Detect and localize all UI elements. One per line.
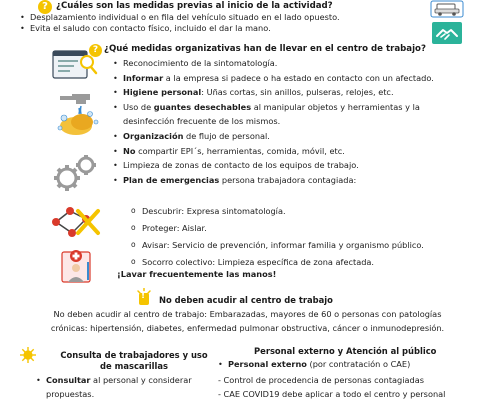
gears-icon [50, 152, 100, 194]
list-item: • Consultar al personal y considerar [36, 374, 192, 388]
consulta-list [36, 374, 192, 400]
sub-list-item: o Proteger: Aislar. [130, 220, 424, 237]
question-icon: ? [89, 44, 102, 57]
handshake-icon [432, 22, 462, 44]
list-item-continuation: desinfección frecuente de los mismos. [123, 116, 281, 127]
list-item: • No compartir EPI´s, herramientas, comida, móvil, etc. [113, 144, 434, 159]
network-cross-icon [48, 205, 102, 239]
list-item: • Personal externo (por contratación o CAE) [218, 358, 410, 372]
no-acudir-title: No deben acudir al centro de trabajo [159, 295, 333, 305]
externo-lines [218, 373, 445, 400]
externo-title: Personal externo y Atención al público [254, 346, 437, 356]
section-organizativas-title: ¿Qué medidas organizativas han de llevar en el centro de trabajo? [104, 44, 426, 54]
sun-bullet-icon [20, 347, 36, 363]
externo-line: - CAE COVID19 debe aplicar a todo el centro y personal [218, 389, 446, 399]
list-item: • Limpieza de zonas de contacto de los equipos de trabajo. [113, 158, 434, 173]
list-item: • Reconocimiento de la sintomatología. [113, 56, 434, 71]
list-item: • Organización de flujo de personal. [113, 129, 434, 144]
externo-list [218, 358, 410, 372]
no-acudir-line: No deben acudir al centro de trabajo: Embarazadas, mayores de 60 o personas con patologías [53, 309, 442, 319]
consulta-title-line: Consulta de trabajadores y uso [60, 350, 208, 360]
list-item: • Evita el saludo con contacto físico, incluido el dar la mano. [20, 23, 340, 34]
wash-hands-reminder: ¡Lavar frecuentemente las manos! [117, 269, 277, 279]
externo-line: - Control de procedencia de personas contagiadas [218, 375, 425, 385]
list-item-continuation: propuestas. [46, 388, 95, 399]
organizativas-list [113, 56, 434, 187]
consulta-title [36, 350, 232, 372]
no-acudir-text [0, 307, 495, 335]
question-icon: ? [38, 0, 52, 14]
sub-list-item: o Descubrir: Expresa sintomatología. [130, 203, 424, 220]
medical-person-icon [58, 246, 94, 286]
hand-washing-icon [52, 92, 104, 138]
list-item: • Plan de emergencias persona trabajadora contagiada: [113, 173, 434, 188]
list-item: • Higiene personal: Uñas cortas, sin anillos, pulseras, relojes, etc. [113, 85, 434, 100]
list-item: • Informar a la empresa si padece o ha estado en contacto con un afectado. [113, 71, 434, 86]
section-previas-title: ¿Cuáles son las medidas previas al inicio de la actividad? [56, 1, 333, 11]
sub-list-item: o Avisar: Servicio de prevención, informar familia y organismo público. [130, 237, 424, 254]
list-item: • Uso de guantes desechables al manipular objetos y herramientas y la [113, 100, 434, 115]
consulta-title-line: de mascarillas [100, 361, 168, 371]
list-item: • Desplazamiento individual o en fila del vehículo situado en el lado opuesto. [20, 12, 340, 23]
alert-badge-text: ! [141, 291, 146, 301]
no-acudir-line: crónicas: hipertensión, diabetes, enfermedad pulmonar obstructiva, cáncer o inmunodepresión. [50, 323, 445, 333]
sub-list-item: o Socorro colectivo: Limpieza específica de zona afectada. [130, 254, 424, 271]
previas-list [20, 12, 340, 33]
plan-emergencias-sublist [130, 203, 424, 271]
car-icon [430, 0, 464, 18]
